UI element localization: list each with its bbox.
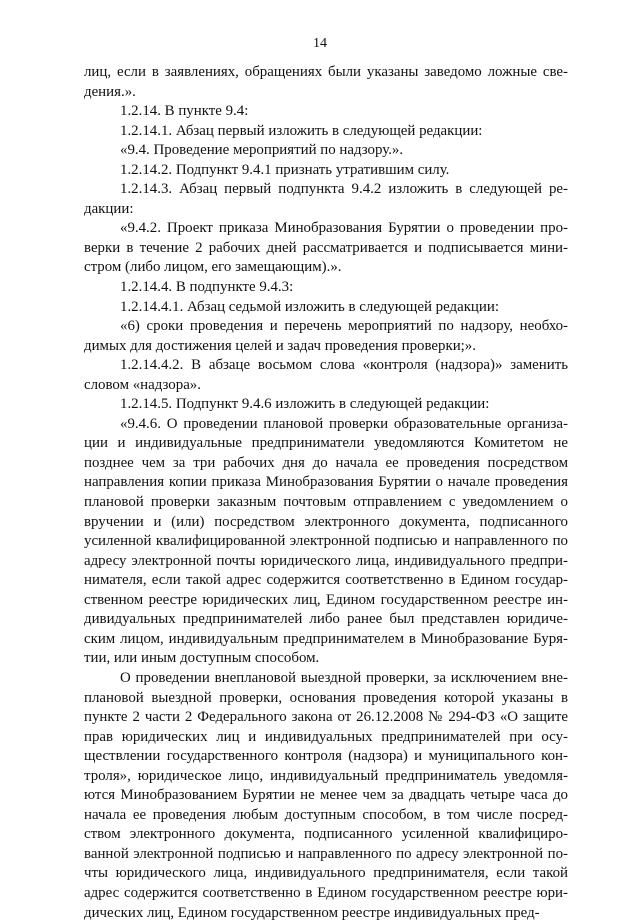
paragraph: 1.2.14.1. Абзац первый изложить в следующей редакции: (120, 122, 483, 139)
paragraph: 1.2.14.4.2. В абзаце восьмом слова «контроля (надзора)» заменить словом «надзора». (84, 357, 568, 393)
paragraph: «9.4.2. Проект приказа Минобразования Бурятии о проведении проверки в течение 2 рабочих дней рассматривается и подписывается министром (либо лицом, его замещающим).». (84, 220, 568, 276)
page-number: 14 (313, 36, 327, 51)
paragraph: 1.2.14.4. В подпункте 9.4.3: (120, 279, 294, 296)
paragraph: 1.2.14.5. Подпункт 9.4.6 изложить в следующей редакции: (120, 396, 490, 413)
paragraph: 1.2.14. В пункте 9.4: (120, 103, 249, 120)
paragraph: «9.4.6. О проведении плановой проверки образовательные организации и индивидуальные предприниматели уведомляются Комитетом не позднее чем за три рабочих дня до начала ее проведения посредством направления копии приказа Минобразования Бурятии о начале проведения плановой проверки заказным почтовым отправлением с уведомлением о вручении и (или) посредством электронного документа, подписанного усиленной квалифицированной электронной подписью и направленного по адресу электронной почты юридического лица, индивидуального предпринимателя, если такой адрес содержится соответственно в Едином государственном реестре юридических лиц, Едином государственном реестре индивидуальных предпринимателей либо ранее был представлен юридическим лицом, индивидуальным предпринимателем в Минобразование Бурятии, или иным доступным способом. (84, 415, 568, 667)
paragraph: О проведении внеплановой выездной проверки, за исключением внеплановой выездной проверки, основания проведения которой указаны в пункте 2 части 2 Федерального закона от 26.12.2008 № 294-ФЗ «О защите прав юридических лиц и индивидуальных предпринимателей при осуществлении государственного контроля (надзора) и муниципального контроля», юридическое лицо, индивидуальный предприниматель уведомляются Минобразованием Бурятии не менее чем за двадцать четыре часа до начала ее проведения любым доступным способом, в том числе посредством электронного документа, подписанного усиленной квалифицированной электронной подписью и направленного по адресу электронной почты юридического лица, индивидуального предпринимателя, если такой адрес содержится соответственно в Едином государственном реестре юридических лиц, Едином государственном реестре индивидуальных пред- (84, 669, 568, 921)
paragraph: 1.2.14.2. Подпункт 9.4.1 признать утратившим силу. (120, 161, 450, 178)
document-body (84, 63, 568, 923)
paragraph: лиц, если в заявлениях, обращениях были указаны заведомо ложные сведения.». (84, 64, 568, 100)
paragraph: «6) сроки проведения и перечень мероприятий по надзору, необходимых для достижения целей и задач проведения проверки;». (84, 318, 568, 354)
paragraph: «9.4. Проведение мероприятий по надзору.». (120, 142, 404, 159)
paragraph: 1.2.14.3. Абзац первый подпункта 9.4.2 изложить в следующей редакции: (84, 181, 568, 217)
paragraph: 1.2.14.4.1. Абзац седьмой изложить в следующей редакции: (120, 298, 499, 315)
